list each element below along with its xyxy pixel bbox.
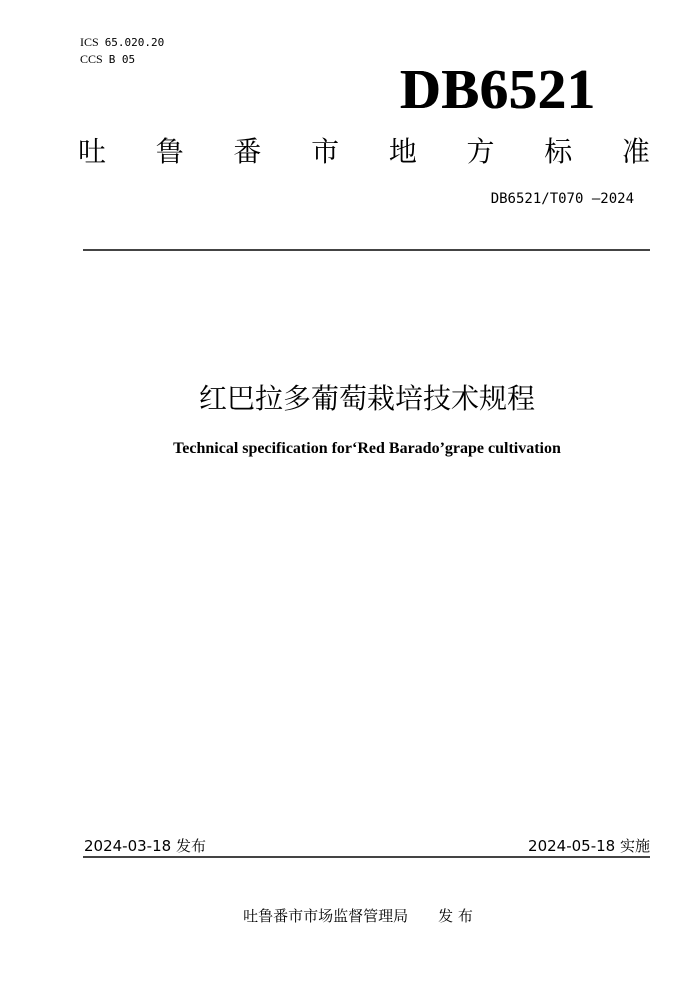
standard-type-title [78, 134, 650, 170]
standard-number: DB6521/T070 —2024 [490, 191, 634, 207]
issuer-name: 吐鲁番市市场监督管理局 [243, 907, 409, 925]
db-logo: DB6521 [400, 59, 596, 121]
standard-type-char: 市 [311, 135, 340, 168]
top-divider [83, 249, 650, 251]
standard-type-char: 吐 [78, 135, 107, 168]
standard-type-char: 番 [233, 135, 262, 168]
ics-code: 65.020.20 [104, 36, 165, 49]
ccs-code: B 05 [108, 53, 136, 66]
issue-label: 发 布 [438, 907, 473, 925]
standard-type-char: 地 [388, 135, 417, 168]
standard-type-char: 准 [621, 135, 650, 168]
classification-codes [80, 34, 164, 68]
standard-type-char: 标 [544, 135, 573, 168]
document-title-en: Technical specification for‘Red Barado’grape cultivation [173, 440, 561, 457]
ics-label: ICS [80, 35, 99, 49]
ccs-label: CCS [80, 52, 103, 66]
ics-line [80, 34, 164, 51]
publish-date: 2024-03-18 发布 [84, 837, 206, 855]
issuer-line [0, 905, 700, 926]
implement-date: 2024-05-18 实施 [528, 837, 650, 855]
ccs-line [80, 51, 164, 68]
standard-type-char: 方 [466, 135, 495, 168]
document-title-cn: 红巴拉多葡萄栽培技术规程 [198, 382, 535, 415]
bottom-divider [83, 856, 650, 858]
standard-type-char: 鲁 [155, 135, 184, 168]
